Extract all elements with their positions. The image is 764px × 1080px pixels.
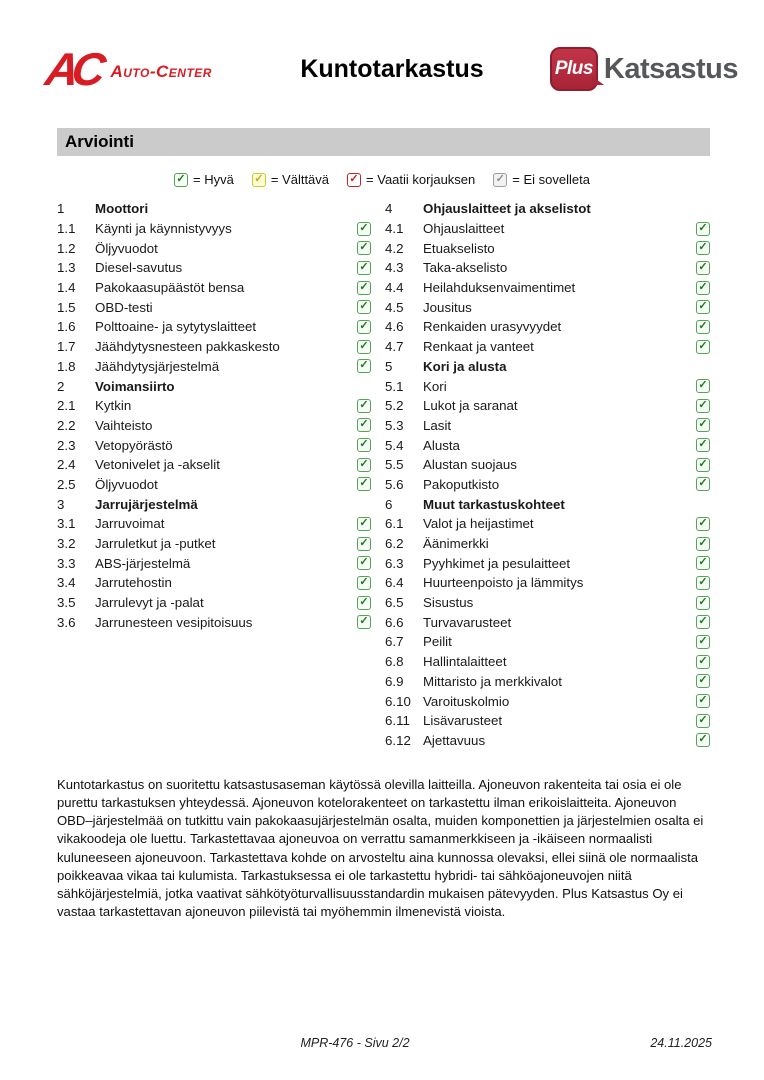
section-heading-arviointi: Arviointi xyxy=(57,128,710,156)
status-checkbox-good-icon: ✓ xyxy=(174,173,188,187)
item-label: Etuakselisto xyxy=(423,240,495,256)
status-checkbox-fair-icon: ✓ xyxy=(252,173,266,187)
item-label: Lisävarusteet xyxy=(423,713,503,729)
item-number: 5.5 xyxy=(385,457,404,473)
item-number: 4.1 xyxy=(385,221,404,237)
item-label: Ajettavuus xyxy=(423,732,486,748)
checklist-section-row xyxy=(385,494,710,514)
item-number: 4.4 xyxy=(385,280,404,296)
status-checkbox-good-icon: ✓ xyxy=(696,556,710,570)
item-number: 4.6 xyxy=(385,319,404,335)
item-label: OBD-testi xyxy=(95,299,153,315)
status-checkbox-good-icon: ✓ xyxy=(357,438,371,452)
item-label: Äänimerkki xyxy=(423,536,489,552)
checklist-item-row xyxy=(57,553,371,573)
status-checkbox-good-icon: ✓ xyxy=(696,733,710,747)
item-number: 1.4 xyxy=(57,280,76,296)
status-checkbox-good-icon: ✓ xyxy=(696,320,710,334)
status-checkbox-good-icon: ✓ xyxy=(696,596,710,610)
katsastus-logo-text: Katsastus xyxy=(603,52,738,85)
checklist-item-row xyxy=(57,297,371,317)
checklist-item-row xyxy=(57,238,371,258)
item-number: 1.1 xyxy=(57,221,76,237)
status-checkbox-good-icon: ✓ xyxy=(696,261,710,275)
status-checkbox-good-icon: ✓ xyxy=(696,281,710,295)
item-label: Pyyhkimet ja pesulaitteet xyxy=(423,555,571,571)
checklist-item-row xyxy=(57,435,371,455)
item-label: Jarrujärjestelmä xyxy=(95,496,198,512)
item-number: 6.9 xyxy=(385,673,404,689)
checklist-item-row xyxy=(57,317,371,337)
checklist-item-row xyxy=(385,416,710,436)
legend-label: = Ei sovelleta xyxy=(512,172,590,187)
report-date: 24.11.2025 xyxy=(650,1036,712,1050)
item-number: 3.1 xyxy=(57,516,76,532)
item-label: Jarruletkut ja -putket xyxy=(95,536,216,552)
checklist-item-row xyxy=(57,258,371,278)
item-label: Alustan suojaus xyxy=(423,457,517,473)
auto-center-logo-text: Auto-Center xyxy=(110,62,212,81)
status-checkbox-good-icon: ✓ xyxy=(696,635,710,649)
legend-item-repair xyxy=(347,172,475,187)
checklist-item-row xyxy=(385,731,710,751)
status-checkbox-good-icon: ✓ xyxy=(357,300,371,314)
checklist-item-row xyxy=(385,297,710,317)
status-checkbox-good-icon: ✓ xyxy=(696,438,710,452)
item-label: Lukot ja saranat xyxy=(423,398,518,414)
checklist-item-row xyxy=(385,534,710,554)
plus-katsastus-logo xyxy=(484,47,738,91)
checklist-item-row xyxy=(57,357,371,377)
status-checkbox-good-icon: ✓ xyxy=(696,576,710,590)
status-checkbox-good-icon: ✓ xyxy=(357,222,371,236)
item-label: Ohjauslaitteet ja akselistot xyxy=(423,201,591,217)
status-checkbox-good-icon: ✓ xyxy=(357,241,371,255)
item-label: Käynti ja käynnistyvyys xyxy=(95,221,232,237)
status-checkbox-good-icon: ✓ xyxy=(357,477,371,491)
item-number: 5.6 xyxy=(385,476,404,492)
status-checkbox-good-icon: ✓ xyxy=(696,458,710,472)
status-checkbox-good-icon: ✓ xyxy=(696,222,710,236)
item-number: 6.12 xyxy=(385,732,411,748)
item-label: Valot ja heijastimet xyxy=(423,516,534,532)
item-label: Kori ja alusta xyxy=(423,358,507,374)
checklist-item-row xyxy=(57,455,371,475)
legend-label: = Välttävä xyxy=(270,172,330,187)
item-label: Renkaiden urasyvyydet xyxy=(423,319,562,335)
checklist-item-row xyxy=(57,337,371,357)
status-checkbox-good-icon: ✓ xyxy=(357,320,371,334)
checklist-column-left xyxy=(57,199,371,632)
item-label: Vaihteisto xyxy=(95,417,153,433)
checklist-section-row xyxy=(385,199,710,219)
status-checkbox-good-icon: ✓ xyxy=(696,674,710,688)
status-checkbox-good-icon: ✓ xyxy=(357,399,371,413)
item-label: Hallintalaitteet xyxy=(423,654,507,670)
item-label: Öljyvuodot xyxy=(95,476,158,492)
plus-badge-text: Plus xyxy=(554,58,593,79)
checklist-item-row xyxy=(385,573,710,593)
item-number: 4.2 xyxy=(385,240,404,256)
item-number: 6.11 xyxy=(385,713,410,729)
legend-item-fair xyxy=(252,172,329,187)
checklist-item-row xyxy=(385,711,710,731)
report-header xyxy=(0,0,764,100)
item-label: Lasit xyxy=(423,417,452,433)
item-number: 4.7 xyxy=(385,339,404,355)
checklist-section-row xyxy=(385,357,710,377)
status-checkbox-na-icon: ✓ xyxy=(493,173,507,187)
item-label: Vetopyörästö xyxy=(95,437,173,453)
checklist-item-row xyxy=(385,376,710,396)
checklist-item-row xyxy=(385,475,710,495)
item-number: 3.3 xyxy=(57,555,76,571)
item-number: 6.6 xyxy=(385,614,404,630)
item-number: 6.4 xyxy=(385,575,404,591)
checklist-item-row xyxy=(57,534,371,554)
item-label: Huurteenpoisto ja lämmitys xyxy=(423,575,584,591)
status-checkbox-good-icon: ✓ xyxy=(357,615,371,629)
item-label: Jäähdytysnesteen pakkaskesto xyxy=(95,339,280,355)
checklist-item-row xyxy=(385,435,710,455)
status-checkbox-good-icon: ✓ xyxy=(357,261,371,275)
item-number: 5.1 xyxy=(385,378,404,394)
item-number: 1.5 xyxy=(57,299,76,315)
item-label: Jarruvoimat xyxy=(95,516,165,532)
checklist-column-right xyxy=(385,199,710,750)
checklist-item-row xyxy=(385,652,710,672)
status-checkbox-good-icon: ✓ xyxy=(357,596,371,610)
item-number: 3 xyxy=(57,496,65,512)
status-checkbox-good-icon: ✓ xyxy=(696,241,710,255)
status-checkbox-good-icon: ✓ xyxy=(357,556,371,570)
item-label: Sisustus xyxy=(423,595,474,611)
auto-center-logo-mark: AC xyxy=(42,43,103,95)
item-number: 2.1 xyxy=(57,398,76,414)
item-label: Jäähdytysjärjestelmä xyxy=(95,358,220,374)
checklist-item-row xyxy=(57,278,371,298)
item-label: Vetonivelet ja -akselit xyxy=(95,457,220,473)
checklist-item-row xyxy=(57,573,371,593)
status-checkbox-good-icon: ✓ xyxy=(357,418,371,432)
item-number: 6 xyxy=(385,496,393,512)
status-checkbox-good-icon: ✓ xyxy=(357,517,371,531)
item-label: Ohjauslaitteet xyxy=(423,221,505,237)
status-checkbox-good-icon: ✓ xyxy=(357,537,371,551)
report-footer xyxy=(0,1036,764,1052)
item-number: 4.3 xyxy=(385,260,404,276)
status-checkbox-good-icon: ✓ xyxy=(696,379,710,393)
item-number: 1 xyxy=(57,201,65,217)
status-checkbox-good-icon: ✓ xyxy=(696,399,710,413)
item-number: 2.2 xyxy=(57,417,76,433)
status-checkbox-good-icon: ✓ xyxy=(696,537,710,551)
item-number: 5.4 xyxy=(385,437,404,453)
checklist-item-row xyxy=(385,337,710,357)
legend-item-good xyxy=(174,172,234,187)
auto-center-logo xyxy=(42,43,300,95)
checklist-section-row xyxy=(57,376,371,396)
item-number: 6.2 xyxy=(385,536,404,552)
checklist-item-row xyxy=(57,219,371,239)
item-label: Moottori xyxy=(95,201,149,217)
checklist-item-row xyxy=(385,553,710,573)
item-number: 6.3 xyxy=(385,555,404,571)
disclaimer-text: Kuntotarkastus on suoritettu katsastusaseman käytössä olevilla laitteilla. Ajoneuvon rakenteita tai osia ei ole purettu tarkastuksen yhteydessä. Ajoneuvon kotelorakenteet on tarkastettu ilman erikoislaitteita. Ajoneuvon OBD–järjestelmää on tutkittu vain pakokaasujärjestelmän osalta, muiden komponettien ja järjestelmien osalta ei vikakoodeja ole luettu. Tarkastettavaa ajoneuvoa on verrattu samanmerkkiseen ja -ikäiseen normaalisti kuluneeseen ajoneuvoon. Tarkastettava kohde on arvosteltu aina kunnossa olevaksi, ellei siinä ole normaalista poikkeavaa vikaa tai kulumista. Tarkastuksessa ei ole tarkastettu hybridi- tai sähköajoneuvojen niitä sähköjärjestelmiä, jotka vaativat sähkötyöturvallisuusstandardin mukaisen pätevyyden. Plus Katsastus Oy ei vastaa tarkastettavan ajoneuvon piilevistä tai myöhemmin ilmenevistä vioista. xyxy=(57,777,704,919)
checklist-item-row xyxy=(57,416,371,436)
item-number: 3.4 xyxy=(57,575,76,591)
item-label: Varoituskolmio xyxy=(423,693,510,709)
item-number: 6.5 xyxy=(385,595,404,611)
item-label: Kori xyxy=(423,378,447,394)
item-number: 1.7 xyxy=(57,339,76,355)
item-label: Taka-akselisto xyxy=(423,260,508,276)
legend-item-na xyxy=(493,172,590,187)
legend-label: = Vaatii korjauksen xyxy=(366,172,476,187)
checklist-item-row xyxy=(385,219,710,239)
item-label: Mittaristo ja merkkivalot xyxy=(423,673,562,689)
item-number: 4.5 xyxy=(385,299,404,315)
checklist-item-row xyxy=(385,238,710,258)
checklist-item-row xyxy=(385,612,710,632)
status-checkbox-good-icon: ✓ xyxy=(696,714,710,728)
item-label: Turvavarusteet xyxy=(423,614,512,630)
checklist-section-row xyxy=(57,199,371,219)
item-label: Diesel-savutus xyxy=(95,260,183,276)
checklist-item-row xyxy=(385,258,710,278)
item-number: 3.2 xyxy=(57,536,76,552)
item-label: Voimansiirto xyxy=(95,378,175,394)
item-label: Peilit xyxy=(423,634,452,650)
item-number: 1.2 xyxy=(57,240,76,256)
status-checkbox-good-icon: ✓ xyxy=(357,340,371,354)
status-checkbox-good-icon: ✓ xyxy=(696,694,710,708)
checklist-item-row xyxy=(57,593,371,613)
item-label: Jarrulevyt ja -palat xyxy=(95,595,204,611)
plus-badge-icon xyxy=(550,47,598,91)
checklist-item-row xyxy=(57,514,371,534)
item-number: 2.3 xyxy=(57,437,76,453)
checklist-item-row xyxy=(385,691,710,711)
status-checkbox-good-icon: ✓ xyxy=(696,418,710,432)
item-number: 6.7 xyxy=(385,634,404,650)
item-number: 2.5 xyxy=(57,476,76,492)
checklist-item-row xyxy=(385,632,710,652)
item-label: Öljyvuodot xyxy=(95,240,158,256)
item-label: Alusta xyxy=(423,437,460,453)
item-number: 6.1 xyxy=(385,516,404,532)
item-number: 5 xyxy=(385,358,393,374)
item-label: Muut tarkastuskohteet xyxy=(423,496,565,512)
document-page-number: MPR-476 - Sivu 2/2 xyxy=(300,1036,410,1050)
item-label: Jousitus xyxy=(423,299,472,315)
item-number: 1.3 xyxy=(57,260,76,276)
item-number: 6.10 xyxy=(385,693,411,709)
status-checkbox-good-icon: ✓ xyxy=(696,340,710,354)
checklist-item-row xyxy=(385,455,710,475)
item-label: Renkaat ja vanteet xyxy=(423,339,534,355)
item-label: Jarrunesteen vesipitoisuus xyxy=(95,614,253,630)
item-label: ABS-järjestelmä xyxy=(95,555,191,571)
item-label: Pakokaasupäästöt bensa xyxy=(95,280,245,296)
item-number: 1.6 xyxy=(57,319,76,335)
item-label: Pakoputkisto xyxy=(423,476,500,492)
item-number: 3.5 xyxy=(57,595,76,611)
status-checkbox-good-icon: ✓ xyxy=(696,300,710,314)
legend-label: = Hyvä xyxy=(193,172,234,187)
checklist-item-row xyxy=(385,514,710,534)
inspection-checklist xyxy=(57,199,710,750)
item-number: 4 xyxy=(385,201,393,217)
status-checkbox-repair-icon: ✓ xyxy=(347,173,361,187)
item-number: 5.3 xyxy=(385,417,404,433)
status-checkbox-good-icon: ✓ xyxy=(357,576,371,590)
status-checkbox-good-icon: ✓ xyxy=(357,359,371,373)
item-number: 3.6 xyxy=(57,614,76,630)
status-checkbox-good-icon: ✓ xyxy=(696,477,710,491)
status-checkbox-good-icon: ✓ xyxy=(696,615,710,629)
page-title: Kuntotarkastus xyxy=(300,54,484,83)
item-number: 2.4 xyxy=(57,457,76,473)
item-number: 2 xyxy=(57,378,65,394)
checklist-item-row xyxy=(385,672,710,692)
checklist-item-row xyxy=(57,475,371,495)
checklist-item-row xyxy=(385,278,710,298)
status-checkbox-good-icon: ✓ xyxy=(357,281,371,295)
checklist-item-row xyxy=(385,396,710,416)
item-number: 5.2 xyxy=(385,398,404,414)
item-label: Heilahduksenvaimentimet xyxy=(423,280,576,296)
status-checkbox-good-icon: ✓ xyxy=(696,517,710,531)
status-checkbox-good-icon: ✓ xyxy=(696,655,710,669)
item-number: 6.8 xyxy=(385,654,404,670)
item-label: Jarrutehostin xyxy=(95,575,172,591)
checklist-section-row xyxy=(57,494,371,514)
item-label: Polttoaine- ja sytytyslaitteet xyxy=(95,319,257,335)
rating-legend xyxy=(0,172,764,187)
checklist-item-row xyxy=(57,396,371,416)
checklist-item-row xyxy=(385,593,710,613)
checklist-item-row xyxy=(57,612,371,632)
item-number: 1.8 xyxy=(57,358,76,374)
checklist-item-row xyxy=(385,317,710,337)
status-checkbox-good-icon: ✓ xyxy=(357,458,371,472)
item-label: Kytkin xyxy=(95,398,132,414)
